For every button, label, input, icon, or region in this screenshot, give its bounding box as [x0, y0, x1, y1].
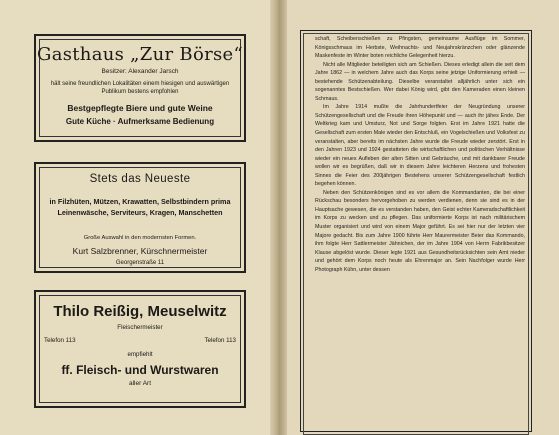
- ad-all-kinds: aller Art: [128, 380, 152, 387]
- ad-thilo-reissig: [34, 290, 246, 408]
- article-paragraph: Im Jahre 1914 mußte die Jahrhundertfeier der Neugründung unserer Schützengesellschaft und die Freude ihren Höhepunkt und — auch ihr jähes Ende. Der Weltkrieg kam und Umsturz, Not und Sorge folgten. Erst im Jahre 1921 hatte die Gesellschaft zum ersten Male wieder den Entschluß, ein Vogelschießen und Volksfest zu veranstalten, aber bereits im nächsten Jahre wurde die Freude wieder zerstört. Erst in den Jahren 1923 und 1924 gestatteten die wirtschaftlichen und politischen Verhältnisse wieder ein neues Aufleben der alten Sitten und Gebräuche, und mit dankbarer Freude wollen wir es begrüßen, daß wir in diesem Jahre leichteren Herzens und frohesten Sinnes die Feier des 200jährigen Bestehens unserer Schützengesellschaft festlich begehen können.: [315, 104, 525, 188]
- ad-telephone-left: Telefon 113: [44, 337, 76, 344]
- ad-owner: Besitzer: Alexander Jarsch: [101, 68, 179, 75]
- ad-street: Georgenstraße 11: [115, 260, 165, 266]
- ad-beer-line: Bestgepflegte Biere und gute Weine: [67, 103, 213, 113]
- ad-selection: Große Auswahl in den modernsten Formen.: [83, 235, 197, 241]
- ad-gasthaus-zur-boerse: [34, 34, 246, 142]
- ad-body-text: hält seine freundlichen Lokalitäten einem hiesigen und auswärtigen Publikum bestens empfohlen: [50, 81, 230, 95]
- ad-name: Kurt Salzbrenner, Kürschnermeister: [72, 246, 208, 256]
- ad-kurt-salzbrenner: [34, 162, 246, 273]
- ad-heading: Stets das Neueste: [89, 173, 191, 185]
- article-paragraph: Nicht alle Mitglieder beteiligten sich am Schießen. Dieses erledigt allein die seit dem Jahre 1862 — in welchem Jahre auch das Korps seine jetzige Uniformierung erhielt — bestehende Schützenabteilung. Dieselbe veranstaltet alljährlich unter sich ein sogenanntes Bestschießen. Wer dabei König wird, gibt den Kameraden einen kleinen Schmaus.: [315, 61, 525, 102]
- ad-kitchen-line: Gute Küche · Aufmerksame Bedienung: [65, 117, 215, 126]
- ad-title: Gasthaus „Zur Börse“: [37, 44, 243, 65]
- book-gutter: [270, 0, 287, 435]
- article-paragraph: Neben den Schützenkönigen sind es vor allem die Kommandanten, die bei einer Rückschau besonders hervorgehoben zu werden verdienen, denn sie sind es in der Hauptsache gewesen, die es verstanden haben, den Geist echter Kameradschaftlichkeit im Korps zu wecken und zu pflegen. Das uniformierte Korps ist nach militärischem Muster organisiert und wird von einem Major geführt. Es sei hier nur der letzten vier Majore gedacht. Bis zum Jahre 1900 führte Herr Maurermeister Beier das Kommando, ihm folgte Herr Sattlermeister Jähnichen, der im Jahre 1904 von Herrn Fabrikbesitzer Klause abgelöst wurde. Dieser legte 1921 aus Gesundheitsrücksichten sein Amt nieder und gehört dem Korps noch heute als Ehrenmajor an. Sein Nachfolger wurde Herr Photograph Kühn, unter dessen: [315, 189, 525, 273]
- ad-recommends: empfiehlt: [127, 351, 153, 358]
- article-text: [315, 35, 525, 274]
- article-paragraph: schaft, Scheibenschießen zu Pfingsten, gemeinsame Ausflüge im Sommer, Königsschmaus im Herbste, Weihnachts- und Neujahrskränzchen oder glänzende Maskenfeste im Winter boten reichliche Gelegenheit hierzu.: [315, 36, 525, 60]
- ad-trade: Fleischermeister: [117, 324, 163, 331]
- ad-wares: ff. Fleisch- und Wurstwaren: [61, 363, 219, 377]
- ad-items: in Filzhüten, Mützen, Krawatten, Selbstbindern prima Leinenwäsche, Serviteurs, Kragen, Manschetten: [49, 197, 231, 217]
- ad-telephone-right: Telefon 113: [204, 337, 236, 344]
- ad-title: Thilo Reißig, Meuselwitz: [53, 303, 227, 320]
